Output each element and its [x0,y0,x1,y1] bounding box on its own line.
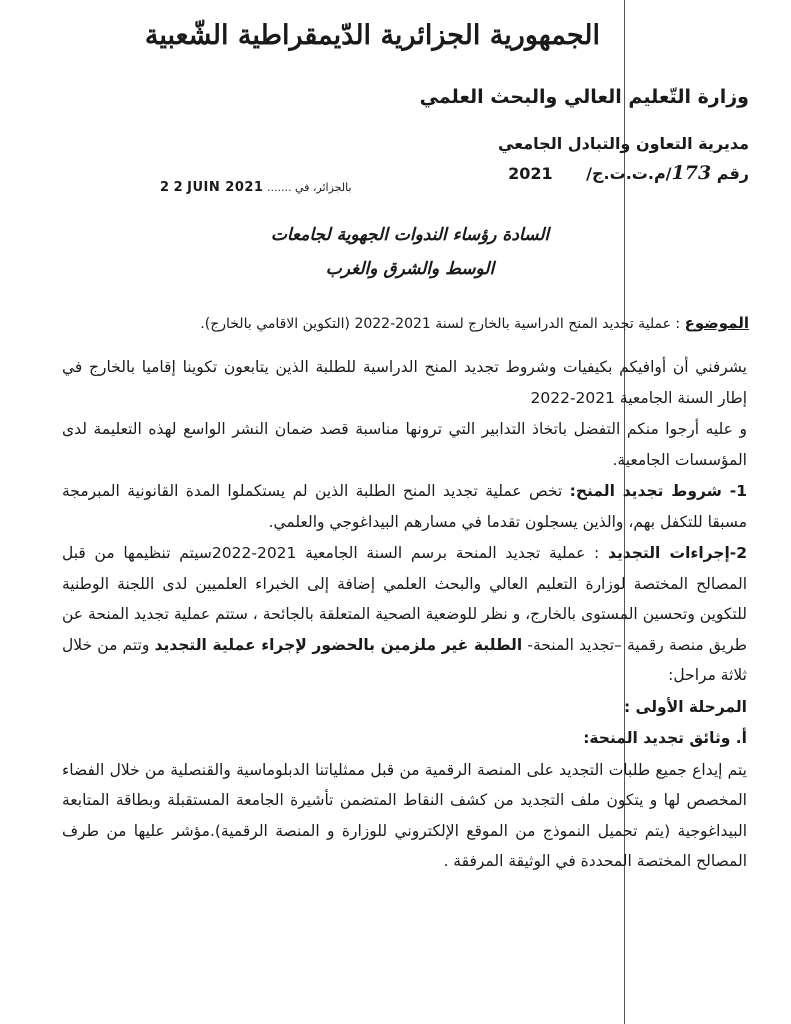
paragraph-documents: يتم إيداع جميع طلبات التجديد على المنصة الرقمية من قبل ممثلياتنا الدبلوماسية والقنصلية من خلال الفضاء المخصص لها و يتكون ملف التجديد من كشف النقاط المتضمن تأشيرة الجامعة المستقبلة وبطاقة المتابعة البيداغوجية (يتم تحميل النموذج من الموقع الإلكتروني للوزارة و المنصة الرقمية).مؤشر عليها من طرف المصالح المختصة المحددة في الوثيقة المرفقة . [62,760,747,870]
subject-text: : عملية تجديد المنح الدراسية بالخارج لسنة 2021-2022 (التكوين الاقامي بالخارج). [200,316,681,332]
date-stamp: 2 2 JUIN 2021 [160,180,264,195]
reference-number [508,162,749,184]
reference-code: /م.ت.ت.ج/ [586,164,672,183]
date-line [160,180,352,195]
paragraph-request: و عليه أرجوا منكم التفضل باتخاذ التدابير التي ترونها مناسبة قصد ضمان النشر الواسع لهذه التعليمة لدى المؤسسات الجامعية. [62,420,747,469]
section-1-text: تخص عملية تجديد المنح الطلبة الذين لم يستكملوا المدة القانونية المبرمجة مسبقا للتكفل بهم، والذين يسجلون تقدما في مسارهم البيداغوجي والعلمي. [62,482,747,531]
paragraph-intro: يشرفني أن أوافيكم بكيفيات وشروط تجديد المنح الدراسية للطلبة الذين يتابعون تكوينا إقاميا بالخارج في إطار السنة الجامعية 2021-2022 [62,358,747,407]
subject-line [200,314,749,332]
addressee-line-2: الوسط والشرق والغرب [325,259,495,279]
date-place: بالجزائر، في ....... [266,181,352,194]
republic-title: الجمهورية الجزائرية الدّيمقراطية الشّعبية [144,20,600,51]
reference-prefix: رقم [716,164,749,183]
letter-body [62,352,747,878]
section-2-text: : عملية تجديد المنحة برسم السنة الجامعية 2021-2022سيتم تنظيمها من قبل المصالح المختصة لوزارة التعليم العالي والبحث العلمي إضافة إلى الخبراء العلميين لدى اللجنة الوطنية للتكوين وتحسين المستوى بالخارج، و نظر للوضعية الصحية المتعلقة بالجائحة ، ستتم عملية تجديد المنحة عن طريق منصة رقمية –تجديد المنحة- [62,544,747,654]
addressee-line-1: السادة رؤساء الندوات الجهوية لجامعات [270,225,550,245]
reference-year: 2021 [508,164,553,183]
section-renewal-conditions [62,476,747,537]
reference-handwritten-number: 173 [671,162,712,184]
section-2-bold-note: الطلبة غير ملزمين بالحضور لإجراء عملية التجديد [154,635,523,654]
section-2-label: 2-إجراءات التجديد [607,544,747,562]
addressee-block [230,218,590,286]
section-renewal-procedures [62,538,747,691]
subject-label: الموضوع [684,314,749,332]
section-1-label: 1- شروط تجديد المنح: [569,482,747,500]
directorate-name: مديرية التعاون والتبادل الجامعي [498,134,749,153]
stage-1-heading: المرحلة الأولى : [623,697,747,716]
ministry-name: وزارة التّعليم العالي والبحث العلمي [419,86,749,108]
section-2-end: وتتم من خلال ثلاثة مراحل: [62,635,747,684]
item-a-heading: أ. وثائق تجديد المنحة: [583,729,747,747]
